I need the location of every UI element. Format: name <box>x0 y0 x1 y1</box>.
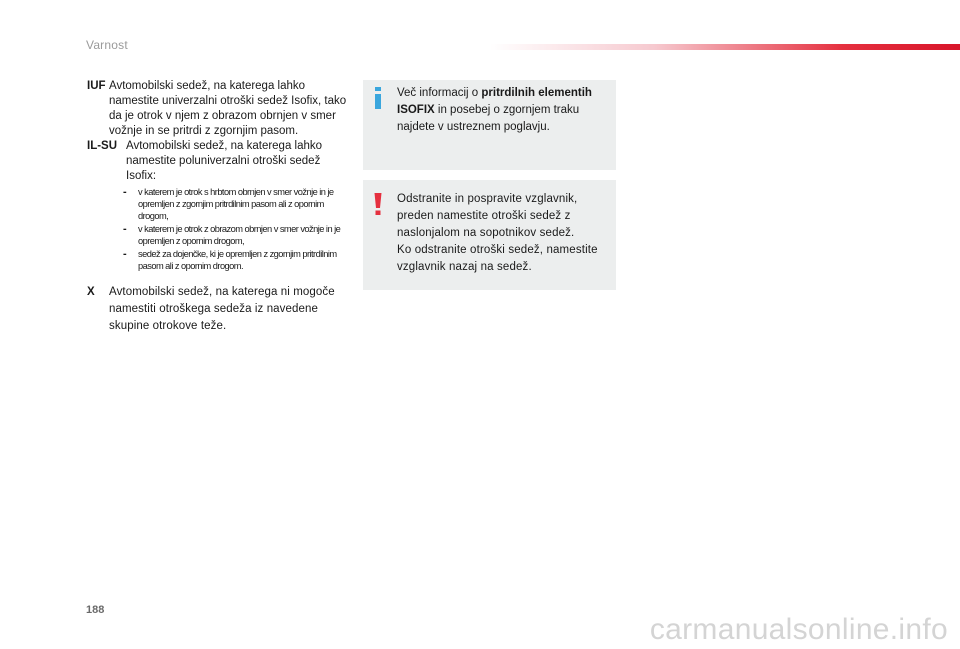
condition-text: v katerem je otrok s hrbtom obrnjen v smer vožnje in je opremljen z zgornjim pritrdilnim pasom ali z opornim drogom, <box>138 187 334 221</box>
watermark: carmanualsonline.info <box>649 613 948 646</box>
list-dash: - <box>123 223 127 235</box>
condition-text: sedež za dojenčke, ki je opremljen z zgornjim pritrdilnim pasom ali z opornim drogom. <box>138 249 337 271</box>
definition-ilsu <box>87 139 349 184</box>
description-x: Avtomobilski sedež, na katerega ni mogoče namestiti otroškega sedeža iz navedene skupine otrokove teže. <box>109 286 335 332</box>
list-item <box>123 223 349 247</box>
definition-iuf <box>87 79 349 139</box>
definitions-column <box>87 79 349 335</box>
warning-line-2: Ko odstranite otroški sedež, namestite vzglavnik nazaj na sedež. <box>397 244 598 273</box>
page-number: 188 <box>86 604 105 616</box>
list-dash: - <box>123 248 127 260</box>
list-item <box>123 186 349 222</box>
description-ilsu: Avtomobilski sedež, na katerega lahko namestite poluniverzalni otroški sedež Isofix: <box>126 140 323 182</box>
term-x: X <box>87 286 95 298</box>
info-box <box>363 80 616 170</box>
header-accent-bar <box>490 44 960 50</box>
list-item <box>123 248 349 272</box>
description-iuf: Avtomobilski sedež, na katerega lahko namestite univerzalni otroški sedež Isofix, tako da je otrok v njem z obrazom obrnjen v smer vožnje in se pritrdi z zgornjim pasom. <box>109 80 347 137</box>
info-icon <box>371 86 385 110</box>
info-text: Več informacij o pritrdilnih elementih ISOFIX in posebej o zgornjem traku najdete v ustreznem poglavju. <box>397 87 592 133</box>
info-text-bold: pritrdilnih elementih ISOFIX <box>397 87 592 116</box>
list-dash: - <box>123 186 127 198</box>
definition-x <box>87 284 349 335</box>
exclamation-icon <box>371 192 385 216</box>
warning-line-1: Odstranite in pospravite vzglavnik, preden namestite otroški sedež z naslonjalom na sopotnikov sedež. <box>397 193 578 239</box>
warning-text <box>397 191 606 276</box>
term-iuf: IUF <box>87 80 106 92</box>
condition-text: v katerem je otrok z obrazom obrnjen v smer vožnje in je opremljen z opornim drogom, <box>138 224 341 246</box>
section-header-title: Varnost <box>86 38 128 52</box>
ilsu-conditions-list <box>87 186 349 272</box>
warning-box <box>363 180 616 290</box>
term-ilsu: IL-SU <box>87 140 118 152</box>
